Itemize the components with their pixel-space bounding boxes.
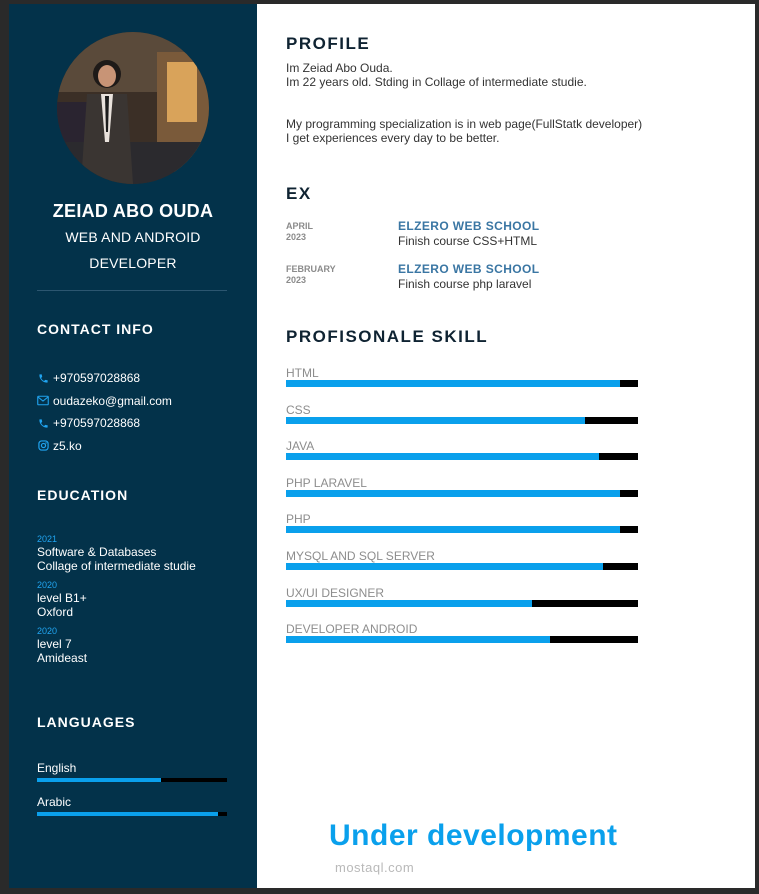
- skill-bar-fill: [286, 417, 585, 424]
- skill-bar: [286, 453, 638, 460]
- skill-item: [286, 366, 638, 403]
- skill-item: [286, 586, 638, 623]
- profile-line: Im Zeiad Abo Ouda.: [286, 61, 393, 75]
- contact-text[interactable]: z5.ko: [53, 438, 82, 453]
- education-line: Collage of intermediate studie: [37, 559, 196, 573]
- profile-line: My programming specialization is in web page(FullStatk developer): [286, 117, 643, 131]
- language-bar: [37, 778, 227, 782]
- contact-text[interactable]: oudazeko@gmail.com: [53, 393, 172, 408]
- skill-name: DEVELOPER ANDROID: [286, 622, 418, 637]
- education-line: Software & Databases: [37, 545, 157, 559]
- language-name: Arabic: [37, 795, 72, 809]
- contact-text[interactable]: +970597028868: [53, 416, 141, 431]
- skill-item: [286, 476, 638, 513]
- experience-month: APRIL: [286, 221, 313, 231]
- skill-bar: [286, 526, 638, 533]
- skill-bar: [286, 600, 638, 607]
- skill-bar-fill: [286, 490, 620, 497]
- language-bar-fill: [37, 778, 161, 782]
- languages-heading: LANGUAGES: [37, 714, 136, 730]
- skill-item: [286, 622, 638, 659]
- skill-name: PHP LARAVEL: [286, 475, 367, 490]
- skill-bar: [286, 380, 638, 387]
- contact-item: [37, 412, 172, 435]
- skill-bar: [286, 490, 638, 497]
- skill-name: UX/UI DESIGNER: [286, 585, 385, 600]
- education-year: 2020: [37, 580, 58, 590]
- main-content: [257, 4, 755, 888]
- sidebar-divider: [37, 290, 227, 291]
- language-bar: [37, 812, 227, 816]
- experience-school: ELZERO WEB SCHOOL: [398, 219, 540, 233]
- skill-name: HTML: [286, 366, 319, 380]
- resume-page: [9, 4, 755, 888]
- skill-bar-fill: [286, 453, 599, 460]
- skill-name: CSS: [286, 402, 311, 417]
- skills-list: [286, 366, 638, 659]
- sidebar: [9, 4, 257, 888]
- education-line: level B1+: [37, 591, 87, 605]
- experience-item: [286, 262, 666, 298]
- experience-item: [286, 219, 666, 255]
- education-heading: EDUCATION: [37, 487, 129, 503]
- education-item: [37, 626, 196, 665]
- profile-line: Im 22 years old. Stding in Collage of intermediate studie.: [286, 75, 587, 89]
- experience-year: 2023: [286, 275, 307, 285]
- language-bar-fill: [37, 812, 218, 816]
- profile-photo: [57, 32, 209, 184]
- contact-item: [37, 367, 172, 390]
- experience-year: 2023: [286, 232, 307, 242]
- profile-line: I get experiences every day to be better.: [286, 131, 500, 145]
- phone-icon: [37, 417, 49, 429]
- email-icon: [37, 395, 49, 407]
- language-name: English: [37, 761, 77, 775]
- contact-list: [37, 367, 172, 457]
- experience-date: [286, 221, 313, 243]
- full-name: ZEIAD ABO OUDA: [52, 201, 214, 221]
- skill-bar-fill: [286, 563, 603, 570]
- skill-name: MYSQL AND SQL SERVER: [286, 548, 435, 563]
- skill-bar-fill: [286, 600, 532, 607]
- job-title-line2: DEVELOPER: [89, 255, 177, 271]
- skill-item: [286, 549, 638, 586]
- skill-name: JAVA: [286, 439, 315, 454]
- profile-heading: PROFILE: [286, 34, 371, 53]
- experience-school: ELZERO WEB SCHOOL: [398, 262, 540, 276]
- languages-list: [37, 761, 227, 829]
- education-item: [37, 580, 196, 619]
- skill-bar-fill: [286, 380, 620, 387]
- experience-heading: EX: [286, 184, 312, 203]
- skills-heading: PROFISONALE SKILL: [286, 327, 489, 346]
- experience-date: [286, 264, 336, 286]
- contact-item: [37, 390, 172, 413]
- profile-photo-image: [57, 32, 209, 184]
- skill-item: [286, 512, 638, 549]
- education-line: Amideast: [37, 651, 88, 665]
- education-year: 2021: [37, 534, 58, 544]
- skill-bar: [286, 563, 638, 570]
- contact-text[interactable]: +970597028868: [53, 371, 141, 386]
- language-item: [37, 761, 227, 782]
- skill-bar: [286, 636, 638, 643]
- contact-heading: CONTACT INFO: [37, 321, 154, 337]
- watermark-brand: mostaql.com: [335, 860, 415, 875]
- instagram-icon: [37, 440, 49, 452]
- skill-bar-fill: [286, 526, 620, 533]
- education-line: Oxford: [37, 605, 74, 619]
- phone-icon: [37, 372, 49, 384]
- under-development-label: Under development: [329, 819, 618, 852]
- skill-name: PHP: [286, 512, 311, 527]
- education-year: 2020: [37, 626, 58, 636]
- education-list: [37, 534, 196, 672]
- education-line: level 7: [37, 637, 72, 651]
- profile-intro: [286, 61, 587, 89]
- profile-specialization: [286, 117, 642, 145]
- skill-item: [286, 439, 638, 476]
- skill-bar: [286, 417, 638, 424]
- experience-month: FEBRUARY: [286, 264, 336, 274]
- language-item: [37, 795, 227, 816]
- skill-bar-fill: [286, 636, 550, 643]
- contact-item: [37, 435, 172, 458]
- education-item: [37, 534, 196, 573]
- experience-desc: Finish course CSS+HTML: [398, 234, 538, 248]
- skill-item: [286, 403, 638, 440]
- experience-desc: Finish course php laravel: [398, 277, 532, 291]
- job-title-line1: WEB AND ANDROID: [65, 229, 201, 245]
